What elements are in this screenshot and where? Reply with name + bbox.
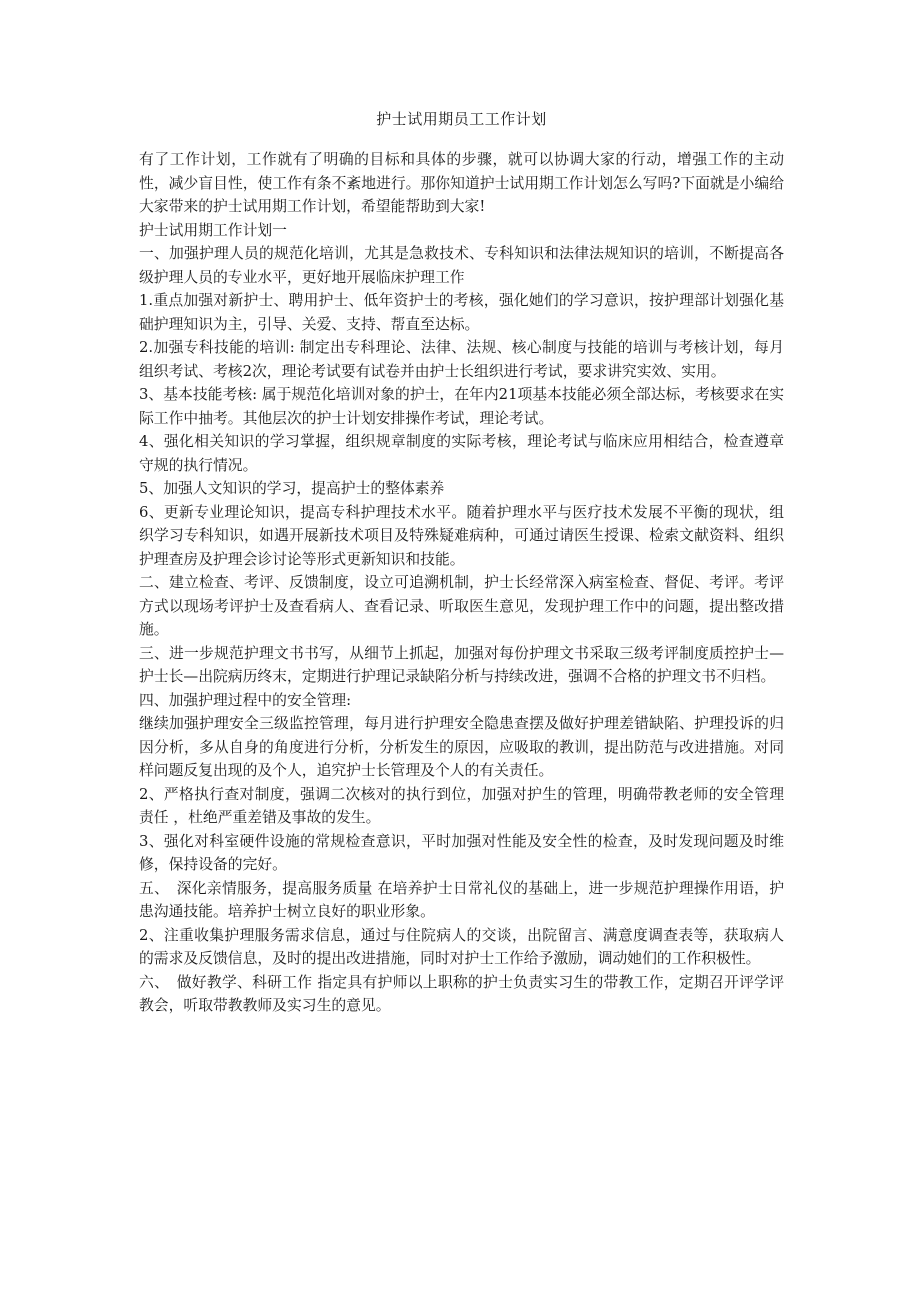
paragraph-item: 继续加强护理安全三级监控管理，每月进行护理安全隐患查摆及做好护理差错缺陷、护理投诉的归因分析，多从自身的角度进行分析，分析发生的原因，应吸取的教训，提出防范与改进措施。对同样问题反复出现的及个人，追究护士长管理及个人的有关责任。 (139, 715, 784, 779)
paragraph-section-2: 二、建立检查、考评、反馈制度，设立可追溯机制，护士长经常深入病室检查、督促、考评。考评方式以现场考评护士及查看病人、查看记录、听取医生意见，发现护理工作中的问题，提出整改措施。 (139, 574, 784, 638)
paragraph-section-3: 三、进一步规范护理文书书写，从细节上抓起，加强对每份护理文书采取三级考评制度质控护士—护士长—出院病历终末，定期进行护理记录缺陷分析与持续改进，强调不合格的护理文书不归档。 (139, 644, 784, 685)
paragraph-section-6: 六、 做好教学、科研工作 指定具有护师以上职称的护士负责实习生的带教工作，定期召开评学评教会，听取带教教师及实习生的意见。 (139, 973, 784, 1014)
paragraph-intro: 有了工作计划，工作就有了明确的目标和具体的步骤，就可以协调大家的行动，增强工作的主动性，减少盲目性，使工作有条不紊地进行。那你知道护士试用期工作计划怎么写吗?下面就是小编给大家带来的护士试用期工作计划，希望能帮助到大家! (139, 151, 784, 215)
paragraph-item: 1.重点加强对新护士、聘用护士、低年资护士的考核，强化她们的学习意识，按护理部计划强化基础护理知识为主，引导、关爱、支持、帮直至达标。 (139, 292, 784, 333)
paragraph-item: 2.加强专科技能的培训: 制定出专科理论、法律、法规、核心制度与技能的培训与考核计划，每月组织考试、考核2次，理论考试要有试卷并由护士长组织进行考试，要求讲究实效、实用。 (139, 339, 784, 380)
paragraph-item: 3、强化对科室硬件设施的常规检查意识，平时加强对性能及安全性的检查，及时发现问题及时维修，保持设备的完好。 (139, 832, 784, 873)
paragraph-item: 5、加强人文知识的学习，提高护士的整体素养 (139, 480, 445, 497)
paragraph-item: 3、基本技能考核: 属于规范化培训对象的护士，在年内21项基本技能必须全部达标，考核要求在实际工作中抽考。其他层次的护士计划安排操作考试，理论考试。 (139, 386, 784, 427)
paragraph-item: 6、更新专业理论知识，提高专科护理技术水平。随着护理水平与医疗技术发展不平衡的现状，组织学习专科知识，如遇开展新技术项目及特殊疑难病种，可通过请医生授课、检索文献资料、组织护理查房及护理会诊讨论等形式更新知识和技能。 (139, 503, 784, 568)
paragraph-section-4: 四、加强护理过程中的安全管理: (139, 691, 352, 709)
paragraph-section-5: 五、 深化亲情服务，提高服务质量 在培养护士日常礼仪的基础上，进一步规范护理操作用语，护患沟通技能。培养护士树立良好的职业形象。 (139, 879, 784, 920)
paragraph-section-1: 一、加强护理人员的规范化培训，尤其是急救技术、专科知识和法律法规知识的培训，不断提高各级护理人员的专业水平，更好地开展临床护理工作 (139, 245, 784, 286)
document-title: 护士试用期员工工作计划 (376, 110, 547, 128)
document-body (139, 148, 784, 1018)
paragraph-plan-heading: 护士试用期工作计划一 (139, 221, 287, 239)
paragraph-item: 2、严格执行查对制度，强调二次核对的执行到位，加强对护生的管理，明确带教老师的安全管理责任 ，杜绝严重差错及事故的发生。 (139, 785, 784, 826)
document-page (139, 108, 784, 1018)
paragraph-item: 4、强化相关知识的学习掌握，组织规章制度的实际考核，理论考试与临床应用相结合，检查遵章守规的执行情况。 (139, 433, 784, 474)
paragraph-item: 2、注重收集护理服务需求信息，通过与住院病人的交谈，出院留言、满意度调查表等，获取病人的需求及反馈信息，及时的提出改进措施，同时对护士工作给予激励，调动她们的工作积极性。 (139, 926, 784, 967)
